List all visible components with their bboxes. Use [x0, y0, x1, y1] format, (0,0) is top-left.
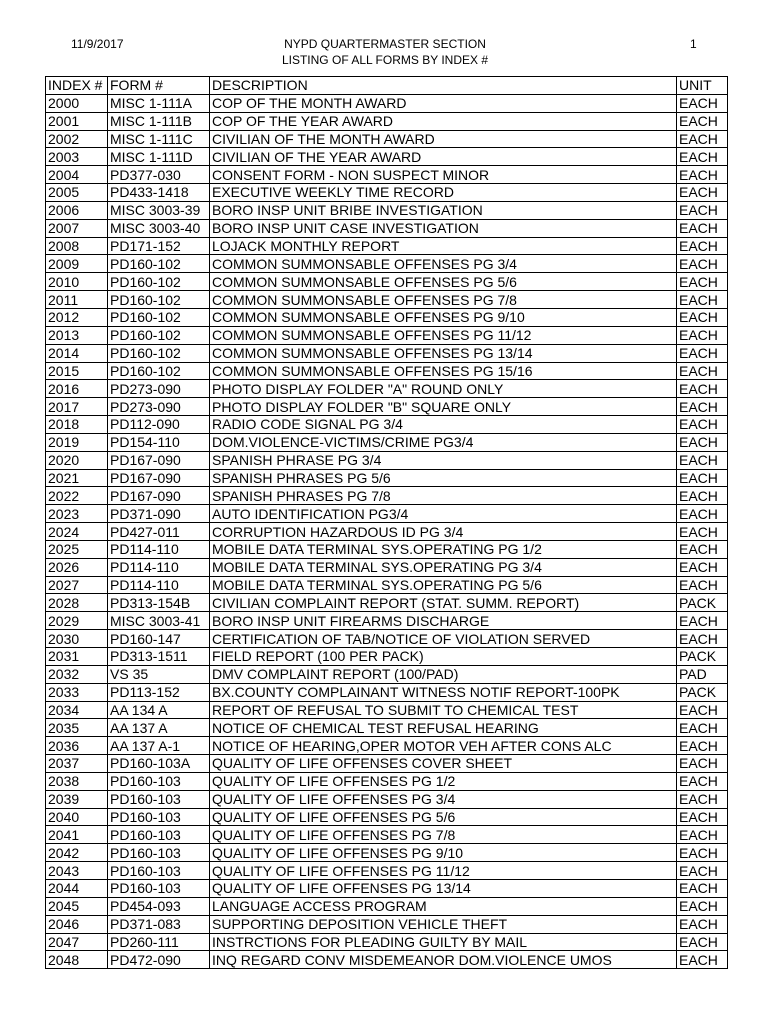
description-cell: COMMON SUMMONSABLE OFFENSES PG 15/16 [210, 362, 677, 380]
unit-cell: EACH [677, 879, 728, 897]
form-number-cell: PD273-090 [108, 398, 210, 416]
form-number-cell: PD433-1418 [108, 184, 210, 202]
form-number-cell: PD160-102 [108, 344, 210, 362]
description-cell: REPORT OF REFUSAL TO SUBMIT TO CHEMICAL TEST [210, 701, 677, 719]
unit-cell: EACH [677, 94, 728, 112]
form-number-cell: PD260-111 [108, 933, 210, 951]
index-cell: 2013 [46, 326, 108, 344]
form-number-cell: MISC 1-111B [108, 112, 210, 130]
unit-cell: EACH [677, 326, 728, 344]
table-row [46, 862, 728, 880]
table-row [46, 148, 728, 166]
unit-cell: EACH [677, 772, 728, 790]
form-number-cell: PD160-102 [108, 273, 210, 291]
unit-cell: PAD [677, 665, 728, 683]
table-row [46, 130, 728, 148]
form-number-cell: PD167-090 [108, 487, 210, 505]
form-number-cell: PD167-090 [108, 469, 210, 487]
table-row [46, 951, 728, 969]
unit-cell: EACH [677, 433, 728, 451]
description-cell: RADIO CODE SIGNAL PG 3/4 [210, 416, 677, 434]
forms-table [45, 76, 728, 969]
index-cell: 2004 [46, 166, 108, 184]
description-cell: INSTRCTIONS FOR PLEADING GUILTY BY MAIL [210, 933, 677, 951]
table-row [46, 380, 728, 398]
table-row [46, 326, 728, 344]
unit-cell: EACH [677, 576, 728, 594]
unit-cell: EACH [677, 915, 728, 933]
index-cell: 2007 [46, 219, 108, 237]
table-row [46, 648, 728, 666]
index-cell: 2018 [46, 416, 108, 434]
form-number-cell: PD160-103 [108, 790, 210, 808]
description-cell: QUALITY OF LIFE OFFENSES COVER SHEET [210, 755, 677, 773]
unit-cell: EACH [677, 166, 728, 184]
table-row [46, 683, 728, 701]
description-cell: COMMON SUMMONSABLE OFFENSES PG 7/8 [210, 291, 677, 309]
unit-cell: EACH [677, 184, 728, 202]
unit-cell: EACH [677, 130, 728, 148]
table-row [46, 808, 728, 826]
index-cell: 2016 [46, 380, 108, 398]
description-cell: QUALITY OF LIFE OFFENSES PG 9/10 [210, 844, 677, 862]
table-header-row [46, 77, 728, 95]
index-cell: 2008 [46, 237, 108, 255]
unit-cell: EACH [677, 826, 728, 844]
index-cell: 2020 [46, 451, 108, 469]
form-number-cell: PD160-102 [108, 308, 210, 326]
table-row [46, 540, 728, 558]
index-cell: 2011 [46, 291, 108, 309]
unit-cell: EACH [677, 755, 728, 773]
description-cell: EXECUTIVE WEEKLY TIME RECORD [210, 184, 677, 202]
unit-cell: EACH [677, 630, 728, 648]
description-cell: QUALITY OF LIFE OFFENSES PG 1/2 [210, 772, 677, 790]
table-row [46, 291, 728, 309]
form-number-cell: AA 134 A [108, 701, 210, 719]
table-row [46, 184, 728, 202]
index-cell: 2046 [46, 915, 108, 933]
column-header-unit: UNIT [677, 77, 728, 95]
index-cell: 2032 [46, 665, 108, 683]
form-number-cell: PD160-103 [108, 862, 210, 880]
unit-cell: EACH [677, 416, 728, 434]
table-row [46, 487, 728, 505]
description-cell: BORO INSP UNIT CASE INVESTIGATION [210, 219, 677, 237]
form-number-cell: PD313-154B [108, 594, 210, 612]
form-number-cell: PD160-102 [108, 362, 210, 380]
form-number-cell: PD160-103 [108, 826, 210, 844]
table-row [46, 576, 728, 594]
form-number-cell: AA 137 A [108, 719, 210, 737]
form-number-cell: PD171-152 [108, 237, 210, 255]
description-cell: NOTICE OF CHEMICAL TEST REFUSAL HEARING [210, 719, 677, 737]
table-row [46, 897, 728, 915]
table-row [46, 344, 728, 362]
index-cell: 2031 [46, 648, 108, 666]
unit-cell: EACH [677, 487, 728, 505]
description-cell: CONSENT FORM - NON SUSPECT MINOR [210, 166, 677, 184]
description-cell: BORO INSP UNIT FIREARMS DISCHARGE [210, 612, 677, 630]
table-row [46, 630, 728, 648]
description-cell: COMMON SUMMONSABLE OFFENSES PG 11/12 [210, 326, 677, 344]
report-title: NYPD QUARTERMASTER SECTION [284, 37, 486, 51]
index-cell: 2023 [46, 505, 108, 523]
table-row [46, 790, 728, 808]
description-cell: QUALITY OF LIFE OFFENSES PG 5/6 [210, 808, 677, 826]
index-cell: 2014 [46, 344, 108, 362]
column-header-index: INDEX # [46, 77, 108, 95]
form-number-cell: PD472-090 [108, 951, 210, 969]
description-cell: INQ REGARD CONV MISDEMEANOR DOM.VIOLENCE UMOS [210, 951, 677, 969]
index-cell: 2027 [46, 576, 108, 594]
unit-cell: EACH [677, 701, 728, 719]
form-number-cell: PD113-152 [108, 683, 210, 701]
table-row [46, 772, 728, 790]
table-row [46, 612, 728, 630]
index-cell: 2009 [46, 255, 108, 273]
form-number-cell: PD160-103 [108, 808, 210, 826]
report-subtitle: LISTING OF ALL FORMS BY INDEX # [281, 53, 489, 67]
table-row [46, 273, 728, 291]
table-row [46, 844, 728, 862]
description-cell: SPANISH PHRASE PG 3/4 [210, 451, 677, 469]
form-number-cell: PD160-103 [108, 879, 210, 897]
description-cell: QUALITY OF LIFE OFFENSES PG 3/4 [210, 790, 677, 808]
unit-cell: EACH [677, 808, 728, 826]
table-row [46, 255, 728, 273]
unit-cell: EACH [677, 523, 728, 541]
unit-cell: EACH [677, 398, 728, 416]
index-cell: 2022 [46, 487, 108, 505]
index-cell: 2006 [46, 201, 108, 219]
description-cell: COP OF THE MONTH AWARD [210, 94, 677, 112]
unit-cell: EACH [677, 737, 728, 755]
table-row [46, 879, 728, 897]
description-cell: LANGUAGE ACCESS PROGRAM [210, 897, 677, 915]
unit-cell: EACH [677, 933, 728, 951]
form-number-cell: MISC 1-111D [108, 148, 210, 166]
table-row [46, 523, 728, 541]
index-cell: 2044 [46, 879, 108, 897]
table-row [46, 719, 728, 737]
table-row [46, 701, 728, 719]
index-cell: 2015 [46, 362, 108, 380]
table-row [46, 558, 728, 576]
index-cell: 2021 [46, 469, 108, 487]
description-cell: COMMON SUMMONSABLE OFFENSES PG 9/10 [210, 308, 677, 326]
description-cell: BX.COUNTY COMPLAINANT WITNESS NOTIF REPORT-100PK [210, 683, 677, 701]
description-cell: MOBILE DATA TERMINAL SYS.OPERATING PG 3/4 [210, 558, 677, 576]
description-cell: CIVILIAN COMPLAINT REPORT (STAT. SUMM. REPORT) [210, 594, 677, 612]
form-number-cell: PD313-1511 [108, 648, 210, 666]
index-cell: 2039 [46, 790, 108, 808]
description-cell: LOJACK MONTHLY REPORT [210, 237, 677, 255]
unit-cell: EACH [677, 844, 728, 862]
index-cell: 2037 [46, 755, 108, 773]
table-row [46, 505, 728, 523]
table-row [46, 755, 728, 773]
form-number-cell: PD160-103A [108, 755, 210, 773]
form-number-cell: PD160-102 [108, 326, 210, 344]
description-cell: COMMON SUMMONSABLE OFFENSES PG 3/4 [210, 255, 677, 273]
unit-cell: PACK [677, 683, 728, 701]
description-cell: SPANISH PHRASES PG 7/8 [210, 487, 677, 505]
unit-cell: EACH [677, 612, 728, 630]
index-cell: 2041 [46, 826, 108, 844]
index-cell: 2017 [46, 398, 108, 416]
table-row [46, 665, 728, 683]
form-number-cell: PD154-110 [108, 433, 210, 451]
description-cell: CORRUPTION HAZARDOUS ID PG 3/4 [210, 523, 677, 541]
table-row [46, 933, 728, 951]
unit-cell: EACH [677, 344, 728, 362]
table-row [46, 237, 728, 255]
form-number-cell: PD160-103 [108, 844, 210, 862]
form-number-cell: PD167-090 [108, 451, 210, 469]
table-row [46, 737, 728, 755]
unit-cell: EACH [677, 291, 728, 309]
description-cell: NOTICE OF HEARING,OPER MOTOR VEH AFTER CONS ALC [210, 737, 677, 755]
unit-cell: EACH [677, 951, 728, 969]
unit-cell: EACH [677, 451, 728, 469]
index-cell: 2001 [46, 112, 108, 130]
form-number-cell: PD114-110 [108, 540, 210, 558]
description-cell: CIVILIAN OF THE MONTH AWARD [210, 130, 677, 148]
unit-cell: EACH [677, 112, 728, 130]
description-cell: QUALITY OF LIFE OFFENSES PG 7/8 [210, 826, 677, 844]
table-row [46, 594, 728, 612]
form-number-cell: PD273-090 [108, 380, 210, 398]
description-cell: CIVILIAN OF THE YEAR AWARD [210, 148, 677, 166]
index-cell: 2047 [46, 933, 108, 951]
unit-cell: EACH [677, 790, 728, 808]
unit-cell: PACK [677, 594, 728, 612]
table-row [46, 308, 728, 326]
description-cell: SPANISH PHRASES PG 5/6 [210, 469, 677, 487]
description-cell: DMV COMPLAINT REPORT (100/PAD) [210, 665, 677, 683]
index-cell: 2035 [46, 719, 108, 737]
form-number-cell: PD371-083 [108, 915, 210, 933]
index-cell: 2029 [46, 612, 108, 630]
form-number-cell: PD114-110 [108, 558, 210, 576]
table-row [46, 469, 728, 487]
index-cell: 2040 [46, 808, 108, 826]
table-row [46, 915, 728, 933]
form-number-cell: PD112-090 [108, 416, 210, 434]
unit-cell: EACH [677, 201, 728, 219]
column-header-form: FORM # [108, 77, 210, 95]
unit-cell: EACH [677, 308, 728, 326]
form-number-cell: PD454-093 [108, 897, 210, 915]
description-cell: MOBILE DATA TERMINAL SYS.OPERATING PG 1/2 [210, 540, 677, 558]
index-cell: 2042 [46, 844, 108, 862]
description-cell: PHOTO DISPLAY FOLDER "B" SQUARE ONLY [210, 398, 677, 416]
index-cell: 2030 [46, 630, 108, 648]
index-cell: 2045 [46, 897, 108, 915]
column-header-description: DESCRIPTION [210, 77, 677, 95]
form-number-cell: PD160-102 [108, 291, 210, 309]
index-cell: 2036 [46, 737, 108, 755]
description-cell: MOBILE DATA TERMINAL SYS.OPERATING PG 5/6 [210, 576, 677, 594]
unit-cell: EACH [677, 540, 728, 558]
index-cell: 2010 [46, 273, 108, 291]
unit-cell: EACH [677, 558, 728, 576]
index-cell: 2038 [46, 772, 108, 790]
description-cell: QUALITY OF LIFE OFFENSES PG 11/12 [210, 862, 677, 880]
form-number-cell: PD377-030 [108, 166, 210, 184]
description-cell: SUPPORTING DEPOSITION VEHICLE THEFT [210, 915, 677, 933]
table-row [46, 398, 728, 416]
table-row [46, 362, 728, 380]
form-number-cell: PD371-090 [108, 505, 210, 523]
form-number-cell: PD160-147 [108, 630, 210, 648]
description-cell: QUALITY OF LIFE OFFENSES PG 13/14 [210, 879, 677, 897]
unit-cell: EACH [677, 273, 728, 291]
table-row [46, 201, 728, 219]
index-cell: 2000 [46, 94, 108, 112]
form-number-cell: MISC 1-111A [108, 94, 210, 112]
description-cell: COMMON SUMMONSABLE OFFENSES PG 5/6 [210, 273, 677, 291]
table-row [46, 416, 728, 434]
index-cell: 2003 [46, 148, 108, 166]
unit-cell: EACH [677, 380, 728, 398]
unit-cell: EACH [677, 719, 728, 737]
index-cell: 2034 [46, 701, 108, 719]
unit-cell: EACH [677, 862, 728, 880]
table-row [46, 112, 728, 130]
index-cell: 2033 [46, 683, 108, 701]
unit-cell: EACH [677, 505, 728, 523]
unit-cell: EACH [677, 897, 728, 915]
description-cell: CERTIFICATION OF TAB/NOTICE OF VIOLATION SERVED [210, 630, 677, 648]
index-cell: 2026 [46, 558, 108, 576]
form-number-cell: MISC 1-111C [108, 130, 210, 148]
table-row [46, 826, 728, 844]
table-row [46, 219, 728, 237]
table-row [46, 166, 728, 184]
form-number-cell: MISC 3003-40 [108, 219, 210, 237]
unit-cell: PACK [677, 648, 728, 666]
form-number-cell: MISC 3003-39 [108, 201, 210, 219]
table-row [46, 451, 728, 469]
description-cell: DOM.VIOLENCE-VICTIMS/CRIME PG3/4 [210, 433, 677, 451]
index-cell: 2025 [46, 540, 108, 558]
form-number-cell: VS 35 [108, 665, 210, 683]
index-cell: 2005 [46, 184, 108, 202]
description-cell: COMMON SUMMONSABLE OFFENSES PG 13/14 [210, 344, 677, 362]
description-cell: COP OF THE YEAR AWARD [210, 112, 677, 130]
unit-cell: EACH [677, 237, 728, 255]
table-body [46, 94, 728, 968]
index-cell: 2043 [46, 862, 108, 880]
index-cell: 2002 [46, 130, 108, 148]
unit-cell: EACH [677, 362, 728, 380]
form-number-cell: PD114-110 [108, 576, 210, 594]
form-number-cell: PD160-103 [108, 772, 210, 790]
unit-cell: EACH [677, 219, 728, 237]
form-number-cell: MISC 3003-41 [108, 612, 210, 630]
unit-cell: EACH [677, 148, 728, 166]
form-number-cell: PD160-102 [108, 255, 210, 273]
index-cell: 2012 [46, 308, 108, 326]
page-number: 1 [690, 37, 697, 51]
description-cell: BORO INSP UNIT BRIBE INVESTIGATION [210, 201, 677, 219]
table-row [46, 94, 728, 112]
index-cell: 2019 [46, 433, 108, 451]
form-number-cell: AA 137 A-1 [108, 737, 210, 755]
description-cell: PHOTO DISPLAY FOLDER "A" ROUND ONLY [210, 380, 677, 398]
description-cell: FIELD REPORT (100 PER PACK) [210, 648, 677, 666]
report-date: 11/9/2017 [71, 37, 124, 51]
unit-cell: EACH [677, 469, 728, 487]
table-row [46, 433, 728, 451]
description-cell: AUTO IDENTIFICATION PG3/4 [210, 505, 677, 523]
index-cell: 2024 [46, 523, 108, 541]
form-number-cell: PD427-011 [108, 523, 210, 541]
index-cell: 2048 [46, 951, 108, 969]
unit-cell: EACH [677, 255, 728, 273]
index-cell: 2028 [46, 594, 108, 612]
